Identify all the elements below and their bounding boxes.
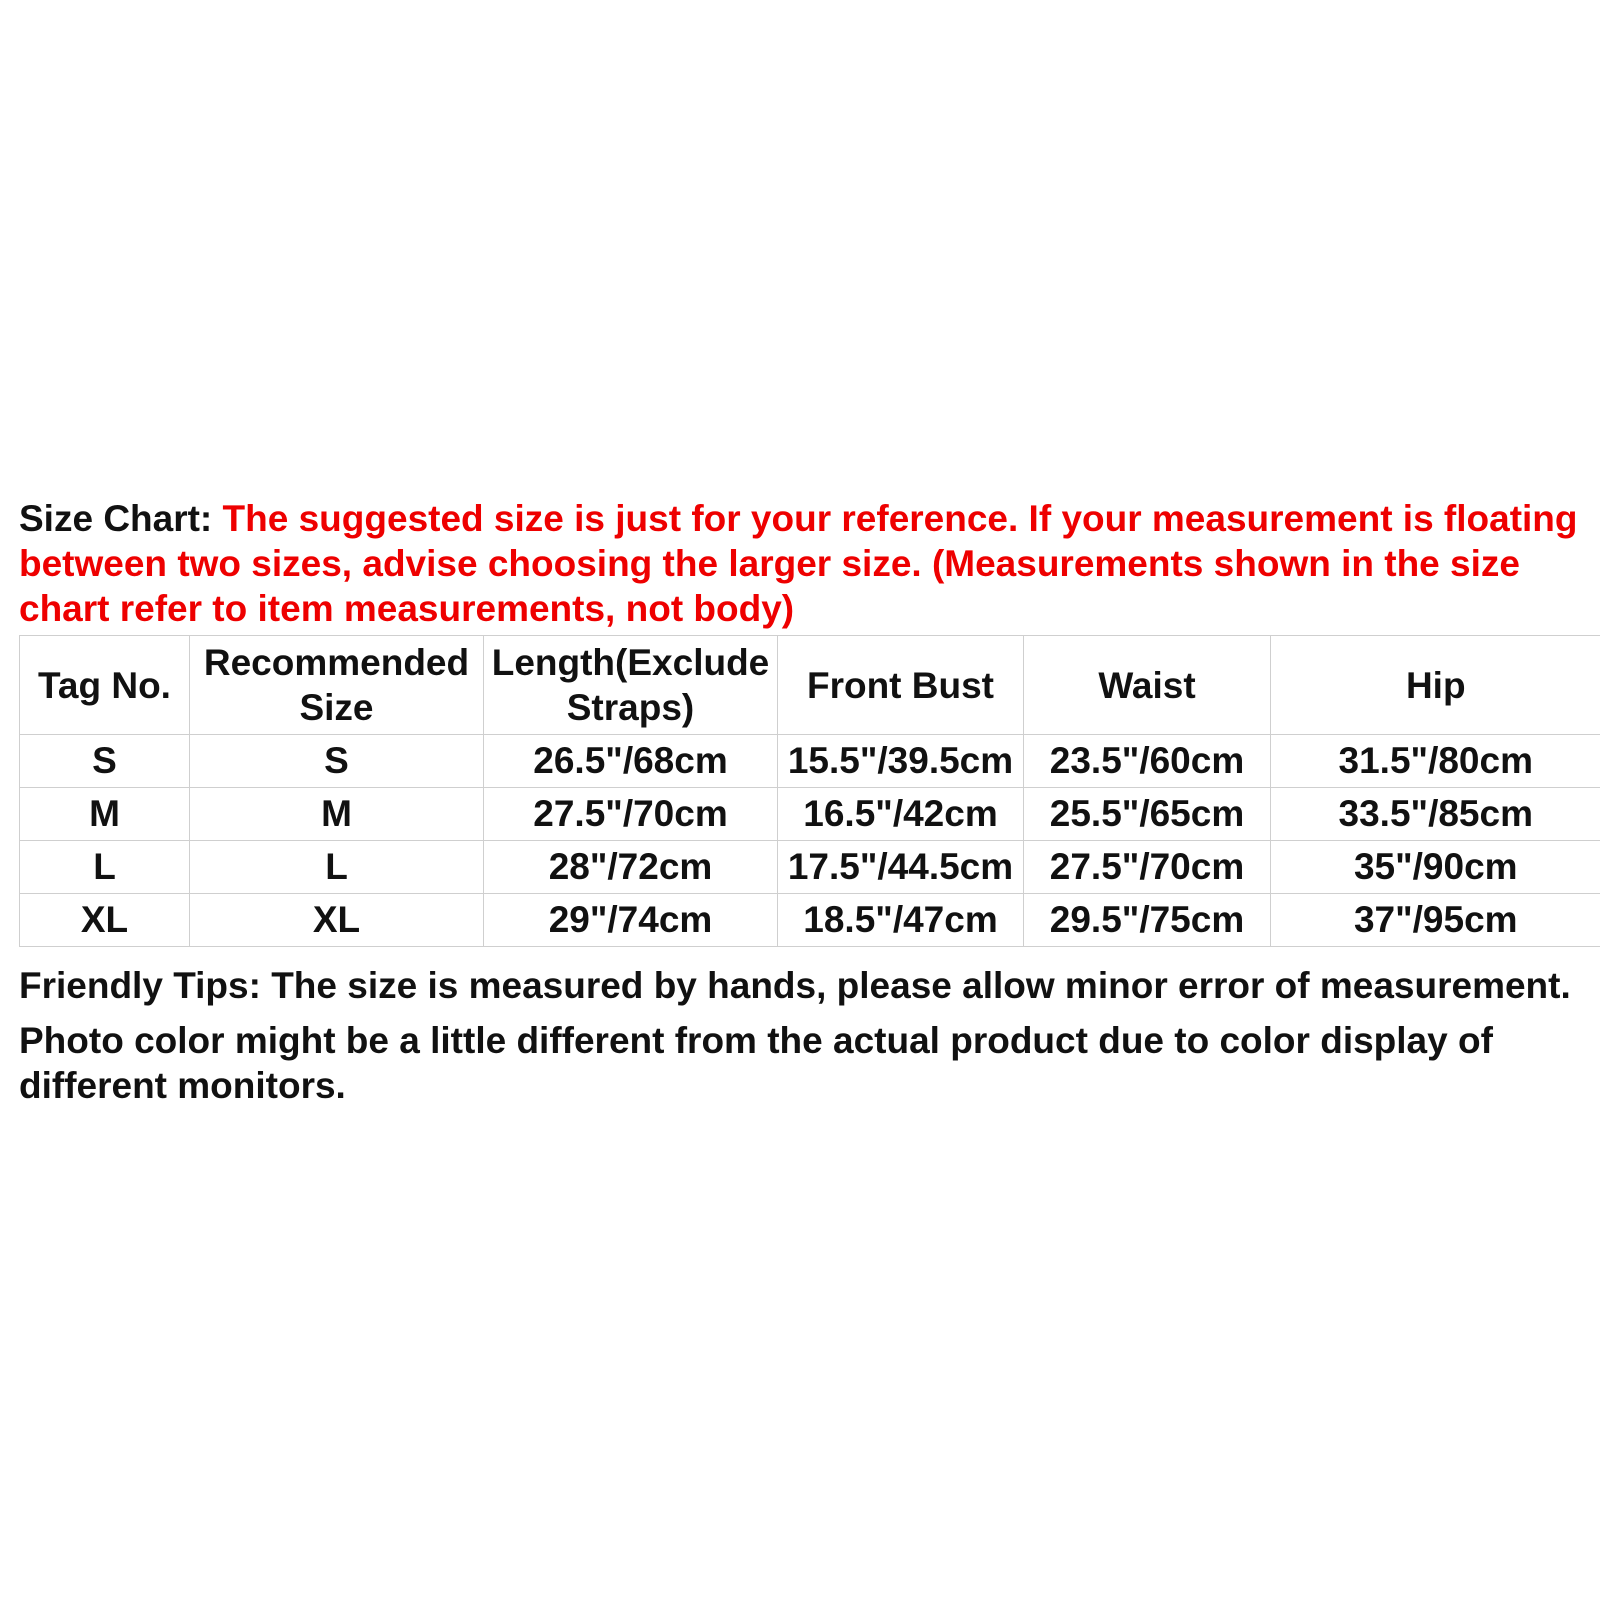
- cell-front-bust: 18.5"/47cm: [778, 894, 1024, 947]
- cell-length: 29"/74cm: [484, 894, 778, 947]
- table-row: [20, 735, 1600, 788]
- cell-waist: 23.5"/60cm: [1024, 735, 1271, 788]
- cell-hip: 33.5"/85cm: [1271, 788, 1600, 841]
- size-table: [19, 635, 1600, 947]
- cell-tag-no: M: [20, 788, 190, 841]
- cell-length: 27.5"/70cm: [484, 788, 778, 841]
- size-chart-intro: [19, 496, 1579, 631]
- cell-tag-no: S: [20, 735, 190, 788]
- header-hip: Hip: [1271, 636, 1600, 735]
- friendly-tip: Friendly Tips: The size is measured by hands, please allow minor error of measurement.: [19, 965, 1571, 1006]
- header-front-bust: Front Bust: [778, 636, 1024, 735]
- cell-front-bust: 16.5"/42cm: [778, 788, 1024, 841]
- size-chart-label: Size Chart:: [19, 498, 213, 539]
- cell-recommended-size: L: [190, 841, 484, 894]
- cell-tag-no: L: [20, 841, 190, 894]
- cell-front-bust: 17.5"/44.5cm: [778, 841, 1024, 894]
- cell-length: 26.5"/68cm: [484, 735, 778, 788]
- cell-hip: 35"/90cm: [1271, 841, 1600, 894]
- tips-section: [19, 963, 1600, 1108]
- cell-recommended-size: S: [190, 735, 484, 788]
- header-waist: Waist: [1024, 636, 1271, 735]
- size-chart-document: [19, 496, 1600, 1108]
- cell-recommended-size: M: [190, 788, 484, 841]
- header-recommended-size: Recommended Size: [190, 636, 484, 735]
- table-row: [20, 894, 1600, 947]
- cell-tag-no: XL: [20, 894, 190, 947]
- cell-front-bust: 15.5"/39.5cm: [778, 735, 1024, 788]
- table-header-row: [20, 636, 1600, 735]
- cell-waist: 27.5"/70cm: [1024, 841, 1271, 894]
- size-chart-note: The suggested size is just for your reference. If your measurement is floating between two sizes, advise choosing the larger size. (Measurements shown in the size chart refer to item measurements, not body): [19, 498, 1578, 629]
- cell-hip: 37"/95cm: [1271, 894, 1600, 947]
- photo-color-tip: Photo color might be a little different from the actual product due to color display of different monitors.: [19, 1020, 1493, 1106]
- cell-hip: 31.5"/80cm: [1271, 735, 1600, 788]
- table-row: [20, 841, 1600, 894]
- header-tag-no: Tag No.: [20, 636, 190, 735]
- cell-waist: 25.5"/65cm: [1024, 788, 1271, 841]
- table-row: [20, 788, 1600, 841]
- cell-waist: 29.5"/75cm: [1024, 894, 1271, 947]
- cell-length: 28"/72cm: [484, 841, 778, 894]
- header-length: Length(Exclude Straps): [484, 636, 778, 735]
- cell-recommended-size: XL: [190, 894, 484, 947]
